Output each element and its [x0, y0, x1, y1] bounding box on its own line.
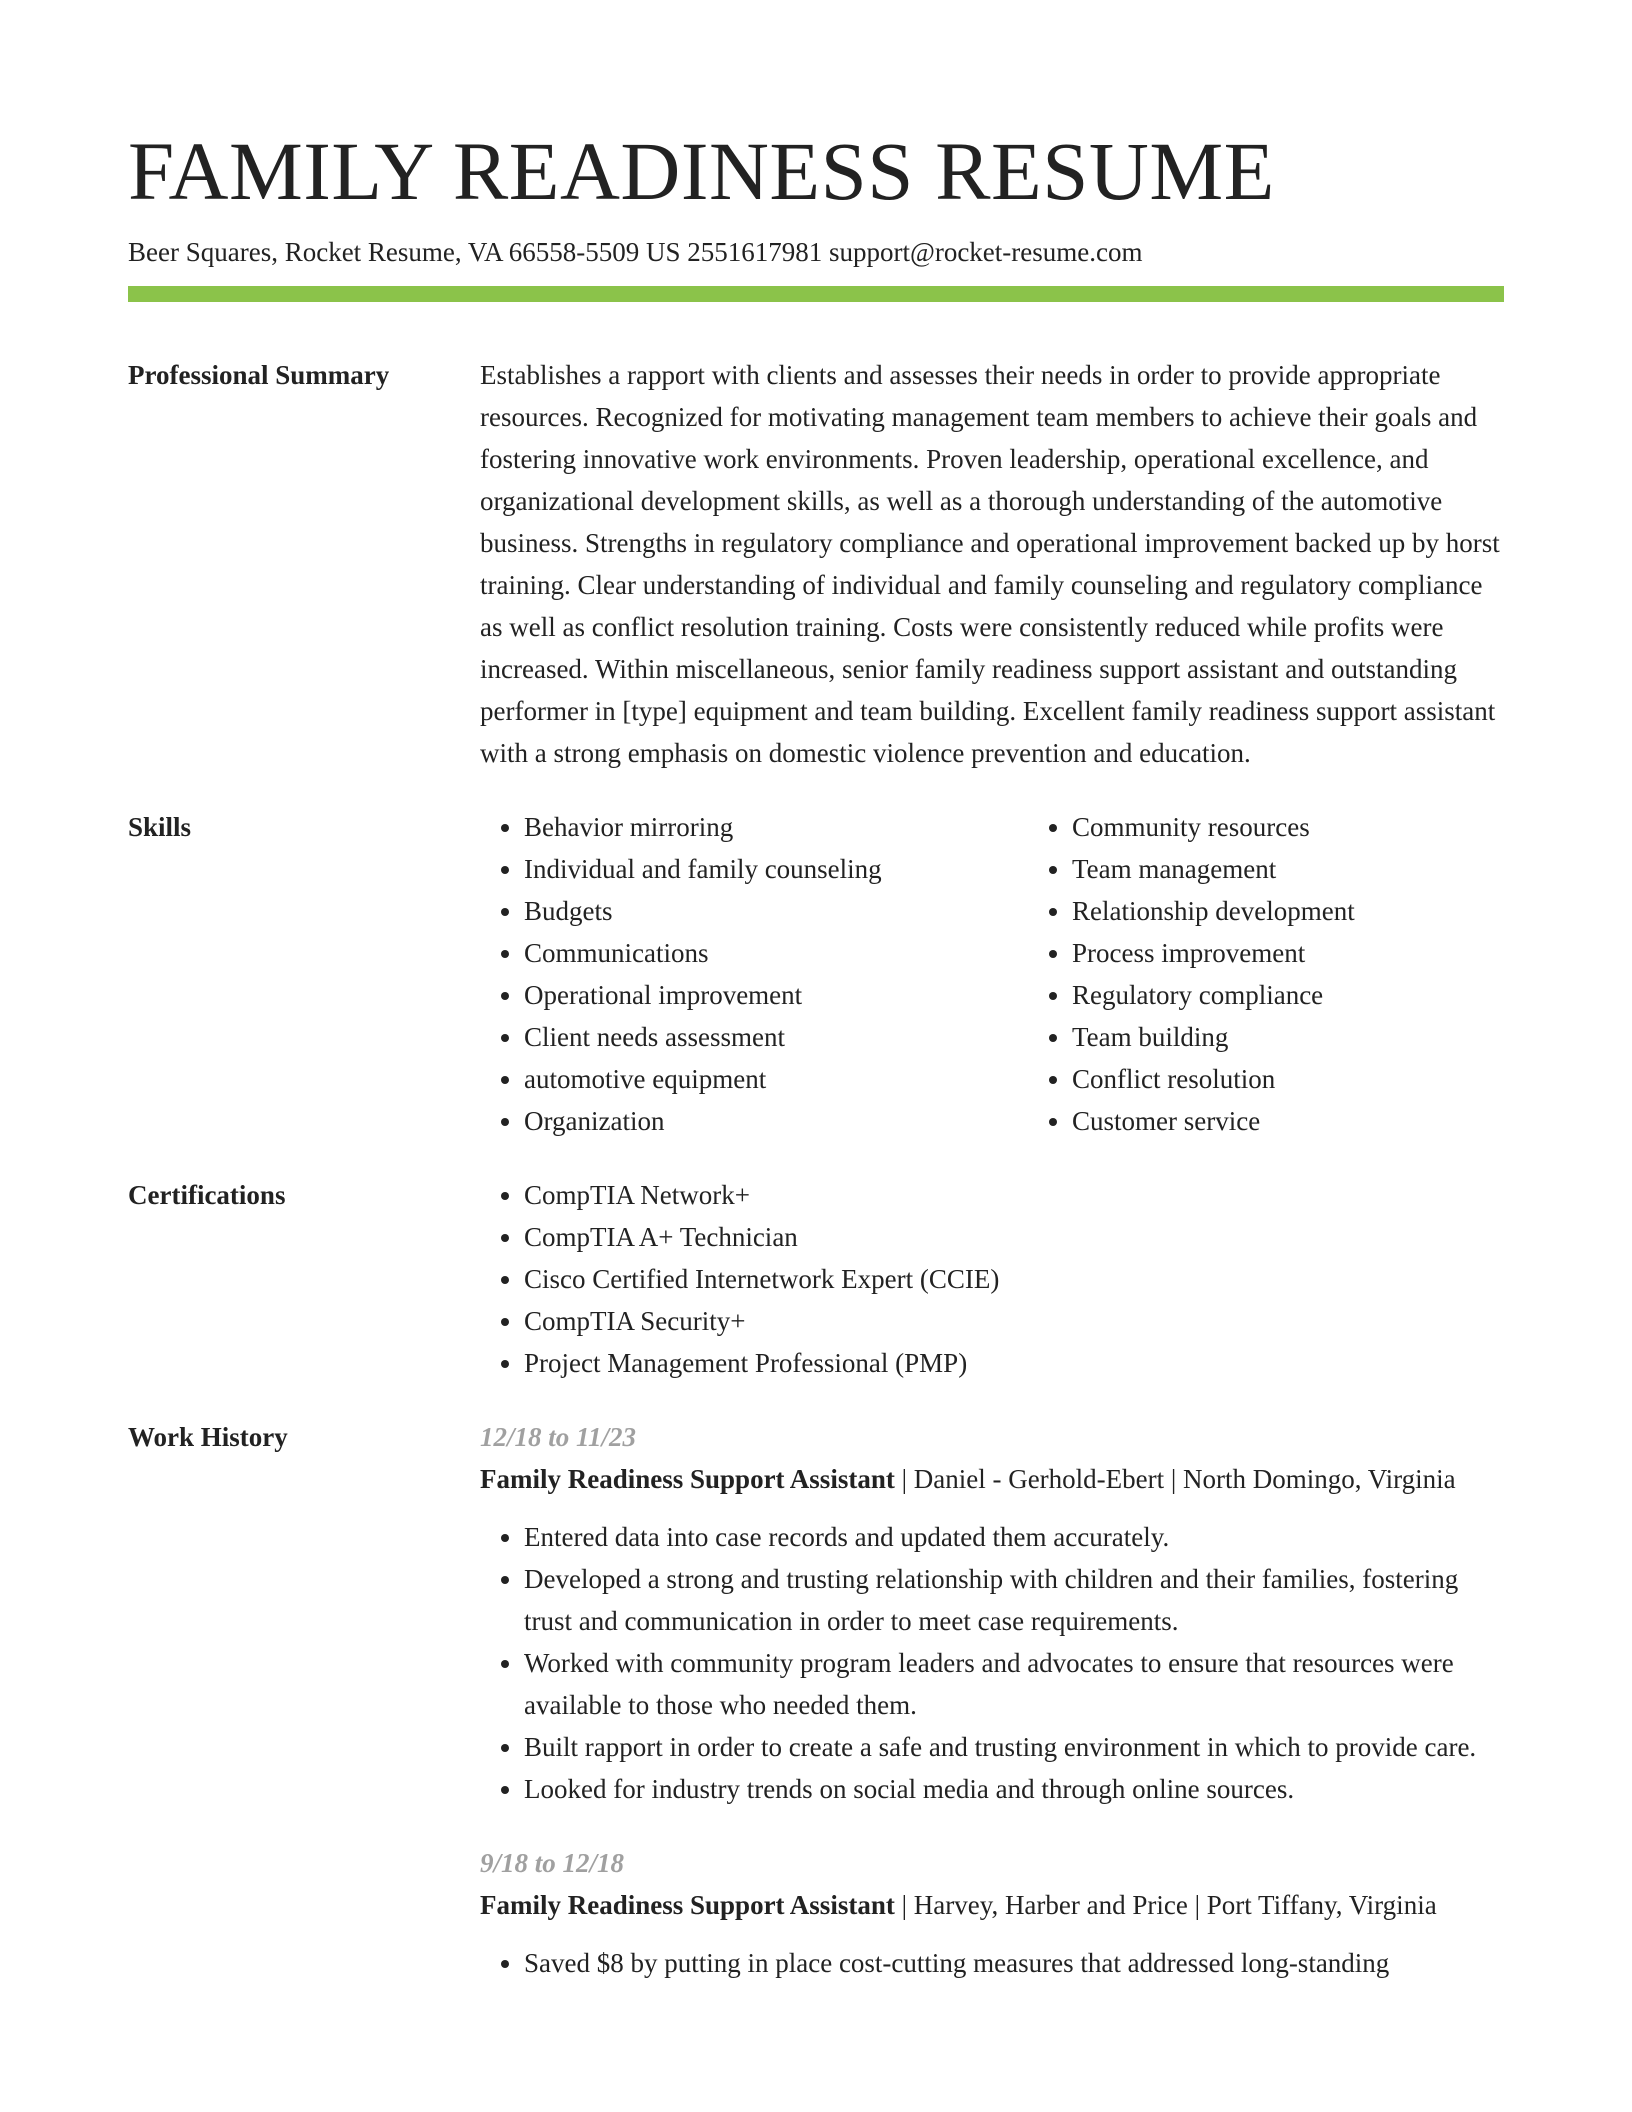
skill-item: • Process improvement — [1072, 932, 1576, 974]
skills-label: Skills — [128, 812, 192, 842]
resume-name: FAMILY READINESS RESUME — [128, 125, 1275, 217]
skill-item: • Operational improvement — [524, 974, 1028, 1016]
job-dates: 12/18 to 11/23 — [480, 1422, 637, 1452]
job-entry — [480, 1416, 1504, 1810]
certifications-list — [480, 1174, 1504, 1384]
skill-item: • Team management — [1072, 848, 1576, 890]
skill-item: • automotive equipment — [524, 1058, 1028, 1100]
job-dates: 9/18 to 12/18 — [480, 1848, 625, 1878]
contact-line — [128, 234, 1504, 270]
skills-section — [128, 806, 1504, 1142]
certification-item: • CompTIA A+ Technician — [524, 1216, 1504, 1258]
certification-item: • CompTIA Security+ — [524, 1300, 1504, 1342]
job-bullet: • Looked for industry trends on social media and through online sources. — [524, 1768, 1504, 1810]
job-bullet: • Worked with community program leaders and advocates to ensure that resources were available to those who needed them. — [524, 1642, 1504, 1726]
skill-item: • Relationship development — [1072, 890, 1576, 932]
job-details: | Harvey, Harber and Price | Port Tiffany, Virginia — [894, 1890, 1437, 1920]
skill-item: • Customer service — [1072, 1100, 1576, 1142]
contact-phone: 2551617981 — [687, 237, 823, 267]
job-bullets — [480, 1516, 1504, 1810]
certification-item: • CompTIA Network+ — [524, 1174, 1504, 1216]
skill-item: • Budgets — [524, 890, 1028, 932]
skill-item: • Organization — [524, 1100, 1028, 1142]
certifications-section — [128, 1174, 1504, 1384]
contact-email: support@rocket-resume.com — [828, 237, 1143, 267]
skill-item: • Conflict resolution — [1072, 1058, 1576, 1100]
job-bullet: • Developed a strong and trusting relationship with children and their families, fostering trust and communication in order to meet case requirements. — [524, 1558, 1504, 1642]
resume-page — [128, 118, 1504, 1984]
job-heading — [480, 1458, 1504, 1500]
certifications-label: Certifications — [128, 1180, 286, 1210]
skill-item: • Behavior mirroring — [524, 806, 1028, 848]
job-bullet: • Built rapport in order to create a safe and trusting environment in which to provide care. — [524, 1726, 1504, 1768]
skill-item: • Individual and family counseling — [524, 848, 1028, 890]
job-bullets — [480, 1942, 1504, 1984]
work-history-label: Work History — [128, 1422, 288, 1452]
work-history-section — [128, 1416, 1504, 1984]
job-title: Family Readiness Support Assistant — [480, 1890, 895, 1920]
skill-item: • Community resources — [1072, 806, 1576, 848]
job-details: | Daniel - Gerhold-Ebert | North Domingo, Virginia — [894, 1464, 1456, 1494]
skill-item: • Communications — [524, 932, 1028, 974]
job-entry — [480, 1842, 1504, 1984]
summary-label: Professional Summary — [128, 360, 390, 390]
job-title: Family Readiness Support Assistant — [480, 1464, 895, 1494]
summary-section — [128, 354, 1504, 774]
job-heading — [480, 1884, 1504, 1926]
certification-item: • Cisco Certified Internetwork Expert (CCIE) — [524, 1258, 1504, 1300]
job-bullet: • Entered data into case records and updated them accurately. — [524, 1516, 1504, 1558]
certification-item: • Project Management Professional (PMP) — [524, 1342, 1504, 1384]
header-divider — [128, 286, 1504, 302]
contact-address: Beer Squares, Rocket Resume, VA 66558-5509 US — [128, 237, 681, 267]
skill-item: • Team building — [1072, 1016, 1576, 1058]
skill-item: • Client needs assessment — [524, 1016, 1028, 1058]
skill-item: • Regulatory compliance — [1072, 974, 1576, 1016]
skills-list-right — [1028, 806, 1576, 1142]
skills-list-left — [480, 806, 1028, 1142]
summary-text: Establishes a rapport with clients and assesses their needs in order to provide appropriate resources. Recognized for motivating management team members to achieve their goals and fostering innovative work environments. Proven leadership, operational excellence, and organizational development skills, as well as a thorough understanding of the automotive business. Strengths in regulatory compliance and operational improvement backed up by horst training. Clear understanding of individual and family counseling and regulatory compliance as well as conflict resolution training. Costs were consistently reduced while profits were increased. Within miscellaneous, senior family readiness support assistant and outstanding performer in [type] equipment and team building. Excellent family readiness support assistant with a strong emphasis on domestic violence prevention and education. — [480, 360, 1500, 768]
job-bullet: • Saved $8 by putting in place cost-cutting measures that addressed long-standing — [524, 1942, 1504, 1984]
